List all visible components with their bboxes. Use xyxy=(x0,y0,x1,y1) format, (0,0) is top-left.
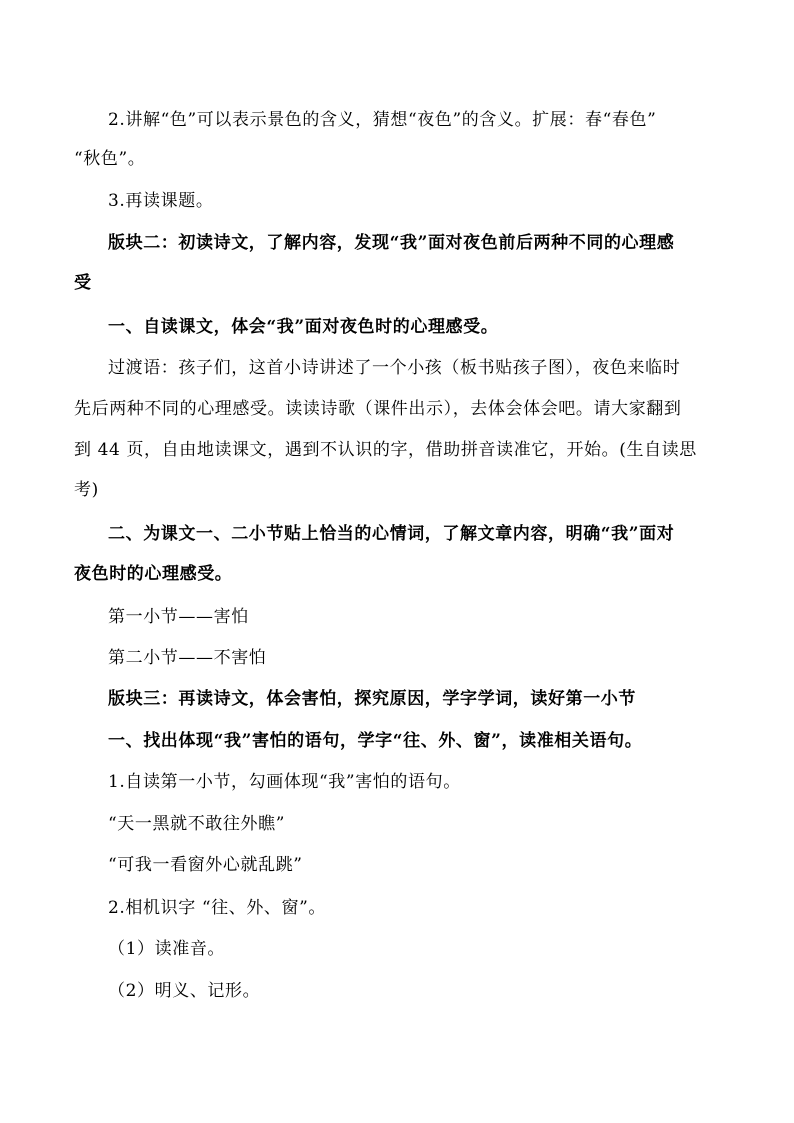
paragraph-line: 先后两种不同的心理感受。读读诗歌（课件出示），去体会体会吧。请大家翻到 xyxy=(74,399,682,419)
paragraph-line: 1.自读第一小节，勾画体现“我”害怕的语句。 xyxy=(108,772,461,792)
paragraph-line: 过渡语：孩子们，这首小诗讲述了一个小孩（板书贴孩子图），夜色来临时 xyxy=(108,358,681,378)
quote-line: “天一黑就不敢往外瞧” xyxy=(108,814,285,834)
paragraph-line: 考) xyxy=(74,480,99,500)
section-heading: 受 xyxy=(74,273,92,293)
paragraph-line: 到 44 页，自由地读课文，遇到不认识的字，借助拼音读准它，开始。(生自读思 xyxy=(74,440,697,460)
section-heading: 版块三：再读诗文，体会害怕，探究原因，学字学词，读好第一小节 xyxy=(108,689,636,709)
list-item: （1）读准音。 xyxy=(108,939,226,959)
section-heading: 版块二：初读诗文，了解内容，发现“我”面对夜色前后两种不同的心理感 xyxy=(108,233,675,253)
paragraph-line: 2.讲解“色”可以表示景色的含义，猜想“夜色”的含义。扩展：春“春色” xyxy=(108,110,657,130)
paragraph-line: 3.再读课题。 xyxy=(108,191,214,211)
paragraph-line: 第一小节——害怕 xyxy=(108,607,249,627)
subsection-heading: 一、找出体现“我”害怕的语句，学字“往、外、窗”，读准相关语句。 xyxy=(108,731,643,751)
paragraph-line: “秋色”。 xyxy=(74,149,146,169)
subsection-heading: 夜色时的心理感受。 xyxy=(74,564,233,584)
paragraph-line: 2.相机识字 “往、外、窗”。 xyxy=(108,898,327,918)
subsection-heading: 一、自读课文，体会“我”面对夜色时的心理感受。 xyxy=(108,317,499,337)
subsection-heading: 二、为课文一、二小节贴上恰当的心情词，了解文章内容，明确“我”面对 xyxy=(108,524,675,544)
quote-line: “可我一看窗外心就乱跳” xyxy=(108,855,303,875)
paragraph-line: 第二小节——不害怕 xyxy=(108,648,267,668)
list-item: （2）明义、记形。 xyxy=(108,981,261,1001)
